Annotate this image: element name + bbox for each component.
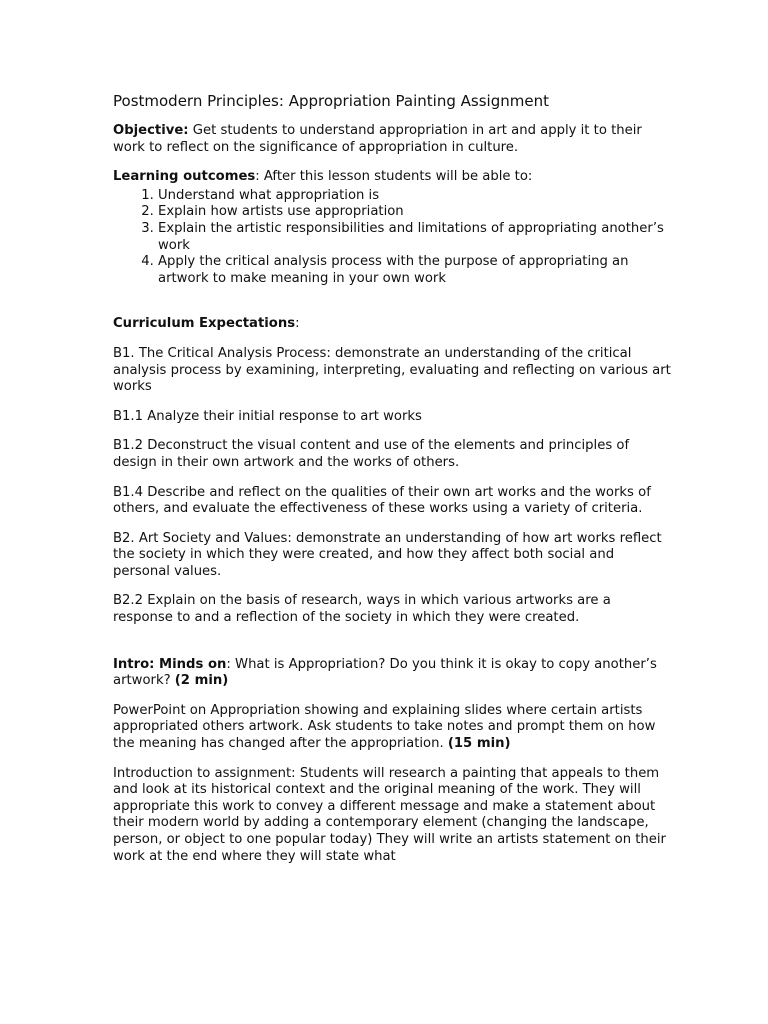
curriculum-paragraph-b1-4: B1.4 Describe and reflect on the qualities of their own art works and the works of others, and evaluate the effectiveness of these works using a variety of criteria. [113,484,651,517]
learning-outcomes-list [113,188,673,288]
curriculum-paragraph-b1-1: B1.1 Analyze their initial response to art works [113,408,422,424]
powerpoint-text: PowerPoint on Appropriation showing and explaining slides where certain artists appropriated others artwork. Ask students to take notes and prompt them on how the meaning has changed after the appropriation. [113,702,656,752]
learning-outcomes-list-wrap [113,188,673,288]
curriculum-heading [113,316,673,333]
curriculum-label: Curriculum Expectations [113,316,296,332]
curriculum-paragraph-b1-2: B1.2 Deconstruct the visual content and use of the elements and principles of design in their own artwork and the works of others. [113,438,630,470]
learning-outcomes-label: Learning outcomes [113,169,256,185]
list-item: 2. Explain how artists use appropriation [158,204,673,221]
curriculum-paragraph-b1: B1. The Critical Analysis Process: demonstrate an understanding of the critical analysis process by examining, interpreting, evaluating and reflecting on various art works [113,345,671,395]
document-page [113,92,673,865]
curriculum-colon: : [295,316,300,332]
intro-paragraph [113,657,673,690]
objective-text: Get students to understand appropriation in art and apply it to their work to reflect on the significance of appropriation in culture. [113,123,642,155]
list-item: 4. Apply the critical analysis process with the purpose of appropriating an artwork to make meaning in your own work [158,254,673,287]
learning-outcomes-text: : After this lesson students will be able to: [255,169,533,185]
intro-text: : What is Appropriation? Do you think it is okay to copy another’s artwork? [113,656,657,689]
curriculum-paragraph-b2: B2. Art Society and Values: demonstrate an understanding of how art works reflect the society in which they were created, and how they affect both social and personal values. [113,530,662,579]
powerpoint-time: (15 min) [447,736,511,752]
list-item: 3. Explain the artistic responsibilities and limitations of appropriating another’s work [158,221,673,254]
powerpoint-paragraph [113,703,673,753]
curriculum-paragraph-b2-2: B2.2 Explain on the basis of research, ways in which various artworks are a response to and a reflection of the society in which they were created. [113,593,611,626]
document-title: Postmodern Principles: Appropriation Painting Assignment [113,92,549,110]
introduction-paragraph: Introduction to assignment: Students will research a painting that appeals to them and look at its historical context and the original meaning of the work. They will appropriate this work to convey a different message and make a statement about their modern world by adding a contemporary element (changing the landscape, person, or object to one popular today) They will write an artists statement on their work at the end where they will state what [113,765,666,864]
objective-label: Objective: [113,123,189,138]
intro-label: Intro: Minds on [113,656,227,672]
list-item: 1. Understand what appropriation is [158,188,673,205]
objective-paragraph [113,123,673,156]
learning-outcomes-paragraph [113,169,673,186]
intro-time: (2 min) [174,673,229,689]
